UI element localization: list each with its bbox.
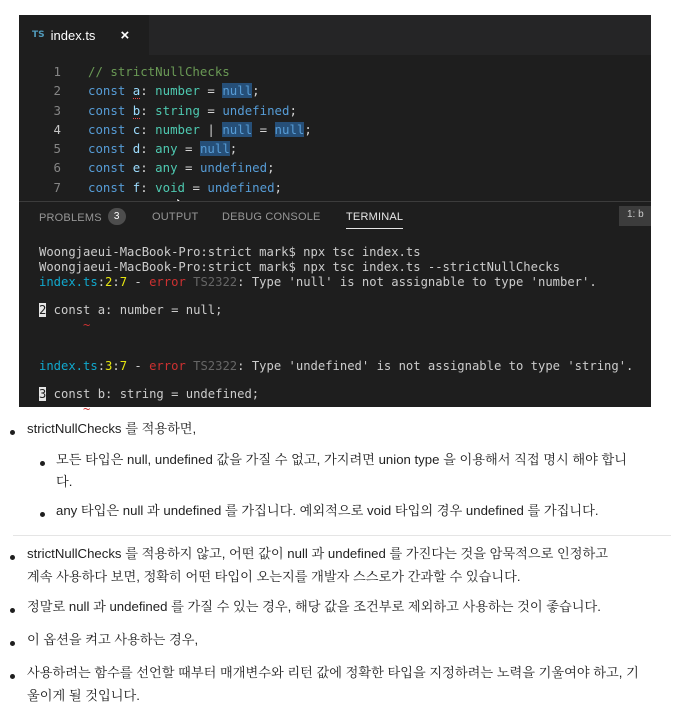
code-line[interactable] <box>19 120 651 139</box>
terminal-text: TS2322 <box>185 359 238 373</box>
code-text <box>88 81 260 100</box>
terminal-line <box>39 260 633 275</box>
terminal-line <box>39 402 633 417</box>
bullet-dot <box>10 608 15 613</box>
code-token: void <box>155 179 185 195</box>
code-token: : <box>140 160 156 176</box>
line-number: 5 <box>53 141 61 157</box>
terminal-text: ~ <box>39 402 91 416</box>
code-token: = <box>177 160 200 176</box>
terminal-text: error <box>149 359 186 373</box>
code-token: = <box>252 121 275 137</box>
note-item-cont: 울이게 될 것입니다. <box>27 688 140 703</box>
code-line[interactable] <box>19 178 651 197</box>
line-number: 3 <box>53 102 61 118</box>
terminal-line <box>39 275 633 290</box>
code-token: ; <box>304 121 312 137</box>
problems-count-badge: 3 <box>108 208 126 225</box>
code-token: : <box>140 83 156 99</box>
code-line[interactable] <box>19 101 651 120</box>
terminal-text: 2 <box>39 303 47 317</box>
terminal-text: : <box>97 359 106 373</box>
code-token: c <box>132 121 141 137</box>
note-item: 이 옵션을 켜고 사용하는 경우, <box>27 632 199 647</box>
code-text <box>88 62 230 81</box>
code-token: b <box>132 102 141 118</box>
code-line[interactable] <box>19 81 651 100</box>
code-line[interactable] <box>19 139 651 158</box>
code-token: null <box>274 121 305 137</box>
code-text <box>88 139 237 158</box>
code-token: const <box>88 102 133 118</box>
code-token: ; <box>252 83 260 99</box>
code-token: a <box>132 83 141 99</box>
code-token: null <box>222 83 253 99</box>
code-token: = <box>177 141 200 157</box>
code-text <box>88 158 275 177</box>
code-token: : <box>140 102 156 118</box>
note-item: strictNullChecks 를 적용하지 않고, 어떤 값이 null 과 undefined 를 가진다는 것을 암묵적으로 인정하고 <box>27 546 608 561</box>
terminal-line <box>39 245 633 260</box>
terminal-text: 3 <box>105 359 113 373</box>
terminal-text: const b: string = undefined; <box>46 387 260 401</box>
code-token: // strictNullChecks <box>88 64 230 79</box>
terminal-text: Woongjaeui-MacBook-Pro:strict mark$ npx tsc index.ts --strictNullChecks <box>39 260 560 274</box>
code-text <box>88 101 297 120</box>
code-text <box>88 120 312 139</box>
line-number: 1 <box>53 64 61 79</box>
tab-debug-console[interactable]: DEBUG CONSOLE <box>222 211 321 223</box>
code-token: undefined <box>207 179 275 195</box>
code-token: const <box>88 179 133 195</box>
close-icon[interactable]: × <box>120 26 130 44</box>
terminal-select[interactable]: 1: b <box>619 206 651 226</box>
panel-tabs <box>19 202 651 230</box>
terminal-line <box>39 387 633 402</box>
tab-problems-label: PROBLEMS <box>39 211 102 224</box>
code-token: : <box>140 121 156 137</box>
note-item: 사용하려는 함수를 선언할 때부터 매개변수와 리턴 값에 정확한 타입을 지정하려는 노력을 기울여야 하고, 기 <box>27 665 639 680</box>
tab-problems[interactable] <box>39 211 126 225</box>
bullet-dot <box>10 641 15 646</box>
code-token: undefined <box>199 160 268 176</box>
terminal-text: TS2322 <box>185 275 238 289</box>
terminal-text: error <box>149 275 186 289</box>
code-token: undefined <box>222 102 290 118</box>
code-token: const <box>88 160 133 176</box>
tab-title: index.ts <box>50 27 96 43</box>
terminal-text: ~ <box>39 318 91 332</box>
terminal-text: : <box>97 275 106 289</box>
terminal-text: 3 <box>39 387 47 401</box>
terminal-text: : <box>112 275 120 289</box>
code-text <box>88 178 282 197</box>
line-number: 4 <box>53 121 61 137</box>
code-token: = <box>199 102 223 118</box>
code-token: ; <box>289 102 297 118</box>
tab-terminal[interactable]: TERMINAL <box>346 211 403 229</box>
code-token: const <box>88 121 133 137</box>
note-subitem: any 타입은 null 과 undefined 를 가집니다. 예외적으로 void 타입의 경우 undefined 를 가집니다. <box>56 503 599 518</box>
line-number: 7 <box>53 179 61 195</box>
terminal-blank-line <box>39 346 633 359</box>
code-token: = <box>199 83 223 99</box>
terminal-text: 2 <box>105 275 113 289</box>
terminal-line <box>39 359 633 374</box>
note-item-cont: 계속 사용하다 보면, 정확히 어떤 타입이 오는지를 개발자 스스로가 간과할 수 있습니다. <box>27 569 521 584</box>
terminal-text: : Type 'undefined' is not assignable to type 'string'. <box>237 359 634 373</box>
terminal-line <box>39 318 633 333</box>
terminal-text: 7 <box>119 275 128 289</box>
bullet-dot <box>10 674 15 679</box>
code-token: = <box>185 179 208 195</box>
bottom-panel <box>19 201 651 416</box>
tab-output[interactable]: OUTPUT <box>152 211 199 223</box>
divider <box>13 535 671 536</box>
typescript-file-icon: TS <box>32 30 45 40</box>
terminal-text: index.ts <box>39 359 98 373</box>
terminal-blank-line <box>39 374 633 387</box>
bullet-dot <box>10 555 15 560</box>
code-token: const <box>88 141 133 157</box>
bullet-dot <box>10 430 15 435</box>
code-line[interactable] <box>19 158 651 177</box>
code-token: e <box>132 160 141 176</box>
code-token: number <box>155 83 200 99</box>
code-token: string <box>155 102 200 118</box>
note-subitem-cont: 다. <box>56 474 73 489</box>
code-token: any <box>155 141 178 157</box>
line-number: 2 <box>53 83 61 99</box>
code-token: any <box>155 160 178 176</box>
code-token: : <box>140 179 156 195</box>
code-token: ; <box>274 179 282 195</box>
terminal-text: - <box>127 275 150 289</box>
terminal-text: : Type 'null' is not assignable to type 'number'. <box>237 275 597 289</box>
code-token: f <box>132 179 141 195</box>
code-token: const <box>88 83 133 99</box>
note-item: strictNullChecks 를 적용하면, <box>27 421 197 436</box>
code-editor[interactable] <box>19 55 651 210</box>
terminal-blank-line <box>39 333 633 346</box>
terminal-output[interactable] <box>39 245 633 417</box>
terminal-line <box>39 303 633 318</box>
terminal-text: Woongjaeui-MacBook-Pro:strict mark$ npx tsc index.ts <box>39 245 421 259</box>
note-item: 정말로 null 과 undefined 를 가질 수 있는 경우, 해당 값을 조건부로 제외하고 사용하는 것이 좋습니다. <box>27 599 601 614</box>
terminal-text: : <box>112 359 120 373</box>
terminal-blank-line <box>39 290 633 303</box>
tab-index-ts[interactable] <box>19 15 149 55</box>
editor-tab-bar <box>19 15 651 55</box>
bullet-dot <box>40 461 45 466</box>
note-subitem: 모든 타입은 null, undefined 값을 가질 수 없고, 가지려면 union type 을 이용해서 직접 명시 해야 합니 <box>56 452 628 467</box>
terminal-text: index.ts <box>39 275 98 289</box>
code-token: null <box>222 121 253 137</box>
code-token: | <box>199 121 223 137</box>
bullet-dot <box>40 512 45 517</box>
line-number: 6 <box>53 160 61 176</box>
terminal-text: 7 <box>119 359 128 373</box>
code-token: number <box>155 121 200 137</box>
code-token: : <box>140 141 156 157</box>
code-line[interactable] <box>19 62 651 81</box>
code-token: ; <box>267 160 275 176</box>
terminal-text: - <box>127 359 150 373</box>
terminal-text: const a: number = null; <box>46 303 223 317</box>
code-token: d <box>132 141 141 157</box>
code-token: null <box>199 141 230 157</box>
code-token: ; <box>229 141 238 157</box>
vscode-screenshot <box>19 15 651 416</box>
